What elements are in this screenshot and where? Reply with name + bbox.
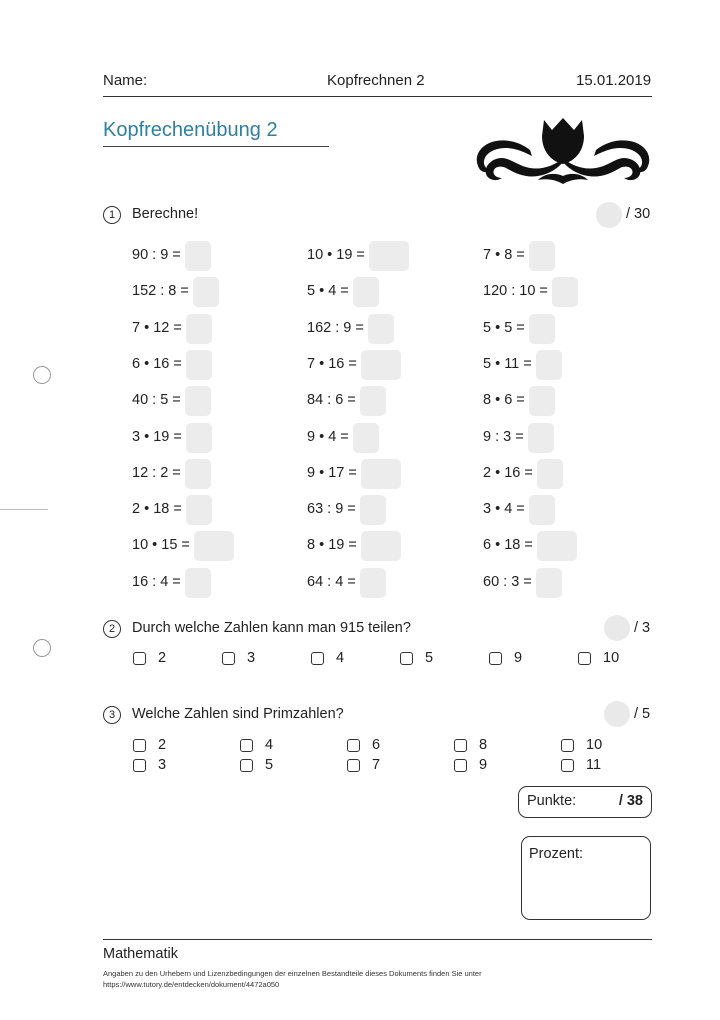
page-title: Kopfrechenübung 2 [103,119,278,141]
q1-max-score: / 30 [626,206,651,222]
exercise-text: 8 • 19 = [307,537,357,554]
exercise-text: 9 : 3 = [483,428,524,445]
answer-field[interactable] [369,241,409,271]
q2-score-field[interactable] [604,615,630,641]
q3-option[interactable]: 6 [347,737,380,753]
q3-max-score: / 5 [634,706,651,722]
exercise-text: 5 • 5 = [483,319,525,336]
q2-option[interactable]: 5 [400,650,433,666]
answer-field[interactable] [537,531,577,561]
answer-field[interactable] [552,277,578,307]
answer-field[interactable] [185,241,211,271]
q2-option[interactable]: 9 [489,650,522,666]
header-title: Kopfrechnen 2 [327,72,425,89]
checkbox-icon[interactable] [347,759,360,772]
q2-max-score: / 3 [634,620,651,636]
checkbox-icon[interactable] [240,759,253,772]
answer-field[interactable] [186,350,212,380]
exercise-text: 90 : 9 = [132,247,181,263]
q3-option[interactable]: 11 [561,757,601,773]
q3-option[interactable]: 4 [240,737,273,753]
exercise-text: 3 • 19 = [132,428,182,445]
q3-option[interactable]: 3 [133,757,166,773]
points-box [518,786,652,818]
header-date: 15.01.2019 [576,72,652,89]
answer-field[interactable] [529,241,555,271]
answer-field[interactable] [185,386,211,416]
checkbox-icon[interactable] [222,652,235,665]
answer-field[interactable] [185,568,211,598]
exercise-text: 2 • 18 = [132,501,182,518]
answer-field[interactable] [529,386,555,416]
q2-option[interactable]: 10 [578,650,619,666]
points-total: / 38 [618,793,643,809]
exercise-text: 63 : 9 = [307,501,356,518]
exercise-text: 40 : 5 = [132,392,181,409]
q3-option[interactable]: 5 [240,757,273,773]
checkbox-icon[interactable] [561,759,574,772]
exercise-text: 120 : 10 = [483,283,548,300]
q3-option[interactable]: 8 [454,737,487,753]
exercise-text: 162 : 9 = [307,319,364,336]
question-2-text: Durch welche Zahlen kann man 915 teilen? [132,620,411,636]
checkbox-icon[interactable] [454,739,467,752]
question-3-text: Welche Zahlen sind Primzahlen? [132,706,344,722]
tulip-ornament-icon [472,116,654,186]
checkbox-icon[interactable] [133,759,146,772]
answer-field[interactable] [529,314,555,344]
exercise-text: 7 • 8 = [483,247,525,263]
exercise-text: 6 • 16 = [132,355,182,372]
exercise-text: 10 • 19 = [307,247,365,263]
exercise-text: 6 • 18 = [483,537,533,554]
points-label: Punkte: [527,793,577,809]
answer-field[interactable] [360,386,386,416]
checkbox-icon[interactable] [400,652,413,665]
question-number-1: 1 [103,206,121,224]
question-number-3: 3 [103,706,121,724]
exercise-text: 10 • 15 = [132,537,190,554]
footer-url[interactable]: https://www.tutory.de/entdecken/dokument/4472a050 [103,980,280,989]
punch-hole-mark [33,639,51,657]
checkbox-icon[interactable] [133,652,146,665]
answer-field[interactable] [528,423,554,453]
answer-field[interactable] [360,495,386,525]
question-1-text: Berechne! [132,206,199,222]
exercise-text: 12 : 2 = [132,464,181,481]
checkbox-icon[interactable] [561,739,574,752]
exercise-text: 7 • 16 = [307,355,357,372]
q2-option[interactable]: 2 [133,650,166,666]
exercise-text: 152 : 8 = [132,283,189,300]
checkbox-icon[interactable] [311,652,324,665]
q3-option[interactable]: 7 [347,757,380,773]
answer-field[interactable] [536,568,562,598]
answer-field[interactable] [186,423,212,453]
q3-score-field[interactable] [604,701,630,727]
name-label: Name: [103,72,148,89]
q3-option[interactable]: 10 [561,737,602,753]
title-underline [103,146,329,147]
header-rule [103,96,652,97]
exercise-text: 3 • 4 = [483,501,525,518]
answer-field[interactable] [186,314,212,344]
footer-subject: Mathematik [103,946,178,962]
answer-field[interactable] [194,531,234,561]
checkbox-icon[interactable] [578,652,591,665]
q1-score-field[interactable] [596,202,622,228]
exercise-text: 84 : 6 = [307,392,356,409]
checkbox-icon[interactable] [489,652,502,665]
q2-option[interactable]: 3 [222,650,255,666]
checkbox-icon[interactable] [347,739,360,752]
exercise-text: 7 • 12 = [132,319,182,336]
answer-field[interactable] [537,459,563,489]
answer-field[interactable] [529,495,555,525]
answer-field[interactable] [368,314,394,344]
exercise-text: 9 • 17 = [307,464,357,481]
answer-field[interactable] [353,277,379,307]
q3-option[interactable]: 9 [454,757,487,773]
exercise-text: 64 : 4 = [307,573,356,590]
answer-field[interactable] [193,277,219,307]
footer-rule [103,939,652,940]
answer-field[interactable] [185,459,211,489]
answer-field[interactable] [353,423,379,453]
punch-hole-mark [33,366,51,384]
checkbox-icon[interactable] [133,739,146,752]
q3-option[interactable]: 2 [133,737,166,753]
checkbox-icon[interactable] [454,759,467,772]
percent-box[interactable] [521,836,651,920]
answer-field[interactable] [361,459,401,489]
question-number-2: 2 [103,620,121,638]
answer-field[interactable] [361,531,401,561]
footer-license-text: Angaben zu den Urhebern und Lizenzbedingungen der einzelnen Bestandteile dieses Dokuments finden Sie unter [103,969,482,978]
exercise-text: 5 • 11 = [483,355,532,372]
exercise-text: 60 : 3 = [483,573,532,590]
exercise-text: 5 • 4 = [307,283,349,300]
exercise-text: 16 : 4 = [132,573,181,590]
checkbox-icon[interactable] [240,739,253,752]
exercise-text: 2 • 16 = [483,464,533,481]
answer-field[interactable] [186,495,212,525]
exercise-text: 9 • 4 = [307,428,349,445]
answer-field[interactable] [361,350,401,380]
answer-field[interactable] [360,568,386,598]
q2-option[interactable]: 4 [311,650,344,666]
answer-field[interactable] [536,350,562,380]
percent-label: Prozent: [529,846,583,862]
exercise-text: 8 • 6 = [483,392,525,409]
fold-mark [0,509,48,510]
